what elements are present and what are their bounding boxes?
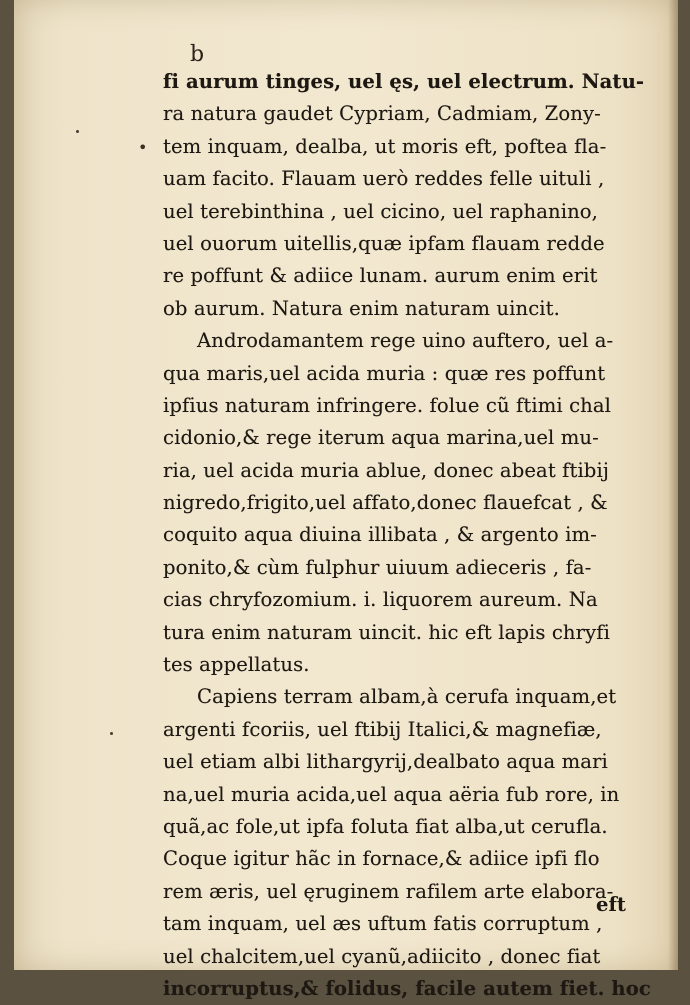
text-line: uel etiam albi lithargyrij,dealbato aqua mari — [163, 750, 608, 774]
text-line: fi aurum tinges, uel ęs, uel electrum. Natu- — [163, 70, 645, 93]
body-text — [163, 66, 653, 1005]
text-line: rem æris, uel ęruginem rafilem arte elabora- — [163, 879, 614, 903]
text-line: uel ouorum uitellis,quæ ipfam flauam redde — [163, 231, 605, 255]
text-line: na,uel muria acida,uel aqua aëria fub rore, in — [163, 782, 620, 806]
text-line: re poffunt & adiice lunam. aurum enim erit — [163, 264, 598, 288]
text-line: nigredo,frigito,uel affato,donec flauefcat , & — [163, 491, 608, 515]
text-line: quã,ac fole,ut ipfa foluta fiat alba,ut cerufla. — [163, 814, 608, 838]
text-line: tes appellatus. — [163, 653, 310, 677]
text-line: uam facito. Flauam uerò reddes felle uituli , — [163, 167, 605, 191]
text-line: ob aurum. Natura enim naturam uincit. — [163, 296, 560, 320]
text-line: Androdamantem rege uino auftero, uel a- — [197, 329, 614, 353]
text-line: cias chryfozomium. i. liquorem aureum. Na — [163, 588, 598, 612]
text-line: ponito,& cùm fulphur uiuum adieceris , fa- — [163, 555, 592, 579]
text-line: tem inquam, dealba, ut moris eft, poftea fla- — [163, 134, 607, 158]
text-line: Coque igitur hãc in fornace,& adiice ipfi flo — [163, 847, 600, 871]
text-line: ipfius naturam infringere. folue cũ ftimi chal — [163, 393, 612, 417]
text-line: incorruptus,& folidus, facile autem fiet. hoc — [163, 976, 651, 1000]
catchword: eft — [596, 893, 626, 916]
text-line: argenti fcoriis, uel ftibij Italici,& magnefiæ, — [163, 717, 602, 741]
text-line: ra natura gaudet Cypriam, Cadmiam, Zony- — [163, 102, 601, 126]
text-line: Capiens terram albam,à cerufa inquam,et — [197, 685, 617, 709]
text-line: qua maris,uel acida muria : quæ res poffunt — [163, 361, 606, 385]
text-line: coquito aqua diuina illibata , & argento im- — [163, 523, 597, 547]
margin-asterisk: • — [138, 138, 148, 157]
margin-dot — [76, 130, 79, 133]
page-edge-shadow — [668, 0, 678, 970]
signature-mark: b — [190, 42, 205, 67]
text-line: uel chalcitem,uel cyanũ,adiicito , donec fiat — [163, 944, 601, 968]
text-line: cidonio,& rege iterum aqua marina,uel mu- — [163, 426, 599, 450]
margin-dot — [110, 732, 113, 735]
text-line: ria, uel acida muria ablue, donec abeat ftibij — [163, 458, 609, 482]
text-line: tam inquam, uel æs uftum fatis corruptum , — [163, 912, 603, 936]
book-page — [14, 0, 678, 1000]
text-line: tura enim naturam uincit. hic eft lapis chryfi — [163, 620, 611, 644]
text-line: uel terebinthina , uel cicino, uel raphanino, — [163, 199, 599, 223]
